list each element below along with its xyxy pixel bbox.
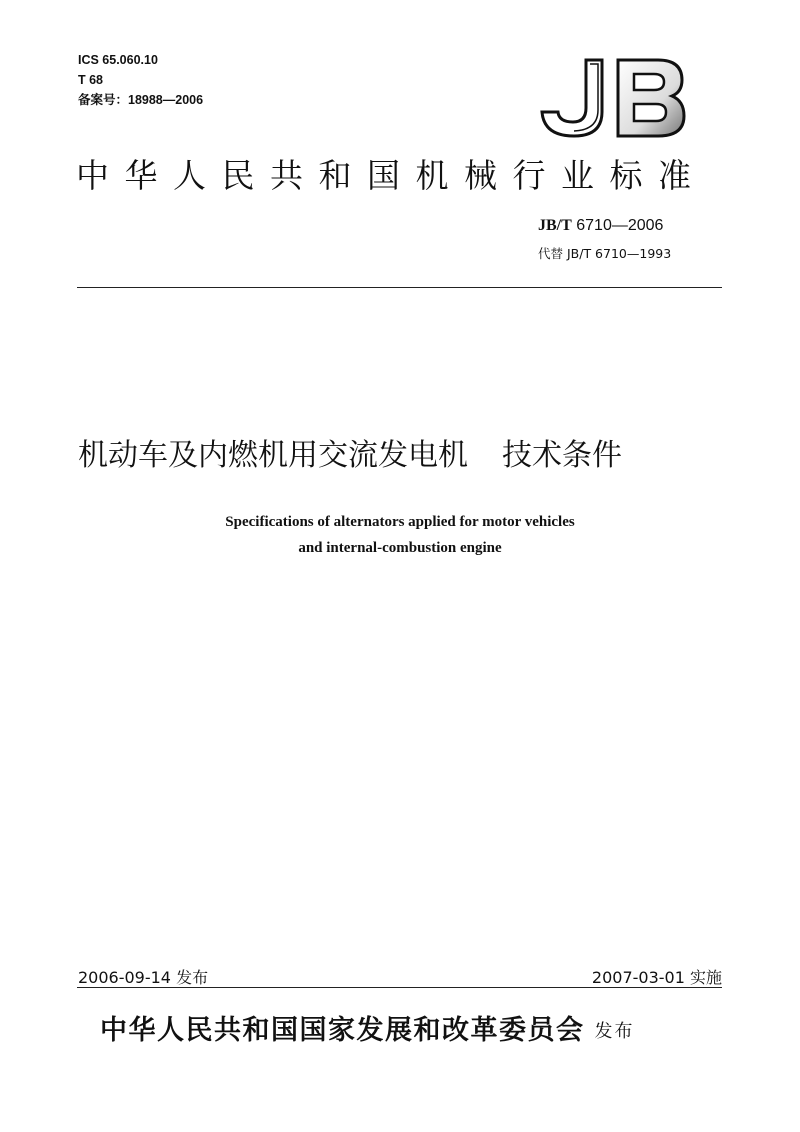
classification-code: T 68	[78, 73, 104, 87]
chinese-title	[78, 436, 622, 476]
issuing-authority	[100, 1014, 635, 1049]
standard-number	[538, 217, 663, 235]
english-title-line-2: and internal-combustion engine	[298, 540, 502, 556]
english-title	[100, 509, 700, 561]
publication-date: 2006-09-14 发布	[78, 968, 209, 987]
chinese-title-sub: 技术条件	[502, 438, 622, 473]
standard-number-prefix: JB/T	[538, 217, 572, 234]
issuer-action: 发布	[594, 1021, 635, 1042]
bottom-divider	[77, 987, 722, 988]
implementation-date: 2007-03-01 实施	[591, 968, 722, 987]
document-codes	[78, 50, 203, 110]
filing-number: 备案号：18988—2006	[78, 93, 204, 107]
standard-category: 中华人民共和国机械行业标准	[76, 156, 707, 195]
standard-number-code: 6710—2006	[576, 217, 664, 234]
replaces-standard: 代替 JB/T 6710—1993	[538, 246, 672, 261]
jb-logo-icon	[536, 56, 686, 140]
top-divider	[77, 287, 722, 288]
issuer-name: 中华人民共和国国家发展和改革委员会	[100, 1015, 585, 1046]
english-title-line-1: Specifications of alternators applied for motor vehicles	[225, 514, 575, 530]
chinese-title-main: 机动车及内燃机用交流发电机	[78, 438, 468, 473]
jb-logo	[536, 56, 686, 140]
ics-code: ICS 65.060.10	[78, 53, 158, 67]
